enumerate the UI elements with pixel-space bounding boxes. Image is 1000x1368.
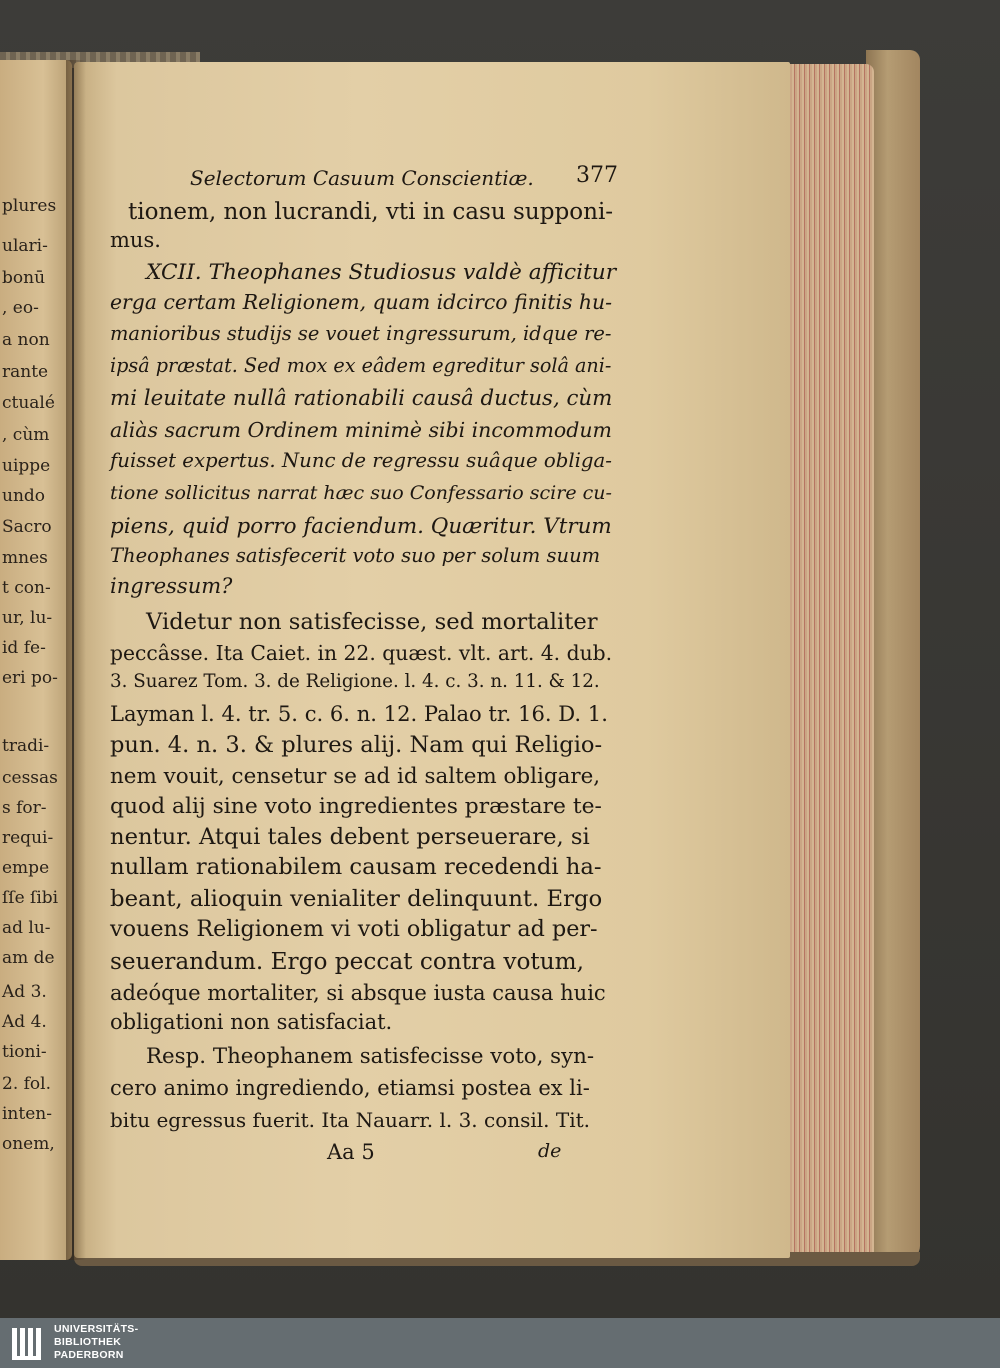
left-page-fragment: rante bbox=[2, 362, 49, 382]
text-line: Resp. Theophanem satisfecisse voto, syn- bbox=[146, 1044, 595, 1069]
left-page-fragment: inten- bbox=[2, 1104, 52, 1124]
left-page-fragment: Ad 3. bbox=[2, 982, 47, 1002]
text-line: nentur. Atqui tales debent perseuerare, si bbox=[110, 824, 590, 850]
text-line: nullam rationabilem causam recedendi ha- bbox=[110, 854, 602, 880]
text-line: Videtur non satisfecisse, sed mortaliter bbox=[146, 609, 598, 635]
page-number: 377 bbox=[576, 163, 618, 188]
left-page-fragment: ſſe ſibi bbox=[2, 888, 59, 908]
left-page-fragment: a non bbox=[2, 330, 50, 350]
text-line: nem vouit, censetur se ad id saltem obligare, bbox=[110, 764, 601, 789]
text-line: tionem, non lucrandi, vti in casu supponi- bbox=[128, 199, 614, 225]
text-line: vouens Religionem vi voti obligatur ad per- bbox=[110, 916, 598, 942]
signature-mark: Aa 5 bbox=[327, 1140, 375, 1164]
library-name bbox=[54, 1323, 138, 1362]
text-line: manioribus studijs se vouet ingressurum, idque re- bbox=[110, 322, 612, 345]
text-line: ingressum? bbox=[110, 574, 233, 598]
left-page-fragment: 2. fol. bbox=[2, 1074, 51, 1094]
catchword: de bbox=[538, 1140, 562, 1162]
left-page-fragment: cessas bbox=[2, 768, 58, 788]
left-page-fragment: ulari- bbox=[2, 236, 48, 256]
text-line: pun. 4. n. 3. & plures alij. Nam qui Religio- bbox=[110, 732, 603, 758]
text-line: bitu egressus fuerit. Ita Nauarr. l. 3. consil. Tit. bbox=[110, 1108, 591, 1132]
library-name-line-1: UNIVERSITÄTS- bbox=[54, 1323, 139, 1335]
text-line: quod alij sine voto ingredientes præstare te- bbox=[110, 794, 602, 819]
left-page-fragment: Ad 4. bbox=[2, 1012, 47, 1032]
left-page-fragment: ur, lu- bbox=[2, 608, 53, 628]
page-edges bbox=[782, 64, 874, 1262]
left-page-fragment: uippe bbox=[2, 456, 51, 476]
text-line: Layman l. 4. tr. 5. c. 6. n. 12. Palao tr. 16. D. 1. bbox=[110, 701, 608, 726]
left-page-fragment: s for- bbox=[2, 798, 47, 818]
text-line: ipsâ præstat. Sed mox ex eâdem egreditur solâ ani- bbox=[110, 354, 612, 377]
running-head: Selectorum Casuum Conscientiæ. bbox=[190, 166, 534, 190]
left-facing-page bbox=[0, 60, 72, 1260]
gutter-shadow bbox=[66, 60, 86, 1260]
left-page-fragment: am de bbox=[2, 948, 55, 968]
left-page-fragment: eri po- bbox=[2, 668, 58, 688]
library-name-line-2: BIBLIOTHEK bbox=[54, 1336, 122, 1348]
left-page-fragment: , eo- bbox=[2, 298, 39, 318]
library-name-line-3: PADERBORN bbox=[54, 1349, 124, 1361]
text-line: peccâsse. Ita Caiet. in 22. quæst. vlt. art. 4. dub. bbox=[110, 641, 613, 665]
text-line: obligationi non satisfaciat. bbox=[110, 1010, 393, 1034]
left-page-fragment: onem, bbox=[2, 1134, 55, 1154]
text-line: mi leuitate nullâ rationabili causâ ductus, cùm bbox=[110, 386, 613, 411]
text-line: XCII. Theophanes Studiosus valdè afficitur bbox=[146, 260, 617, 285]
text-line: beant, alioquin venialiter delinquunt. Ergo bbox=[110, 886, 603, 912]
left-page-fragment: empe bbox=[2, 858, 50, 878]
left-page-fragment: bonū bbox=[2, 268, 46, 288]
left-page-fragment: ctualé bbox=[2, 393, 55, 413]
library-logo-icon bbox=[10, 1326, 46, 1362]
left-page-fragment: ad lu- bbox=[2, 918, 51, 938]
text-line: tione sollicitus narrat hæc suo Confessario scire cu- bbox=[110, 482, 612, 504]
text-line: adeóque mortaliter, si absque iusta causa huic bbox=[110, 980, 606, 1005]
text-line: Theophanes satisfecerit voto suo per solum suum bbox=[110, 544, 601, 567]
text-line: seuerandum. Ergo peccat contra votum, bbox=[110, 948, 585, 975]
left-page-fragment: requi- bbox=[2, 828, 54, 848]
book-cover-edge bbox=[866, 50, 920, 1260]
left-page-fragment: id fe- bbox=[2, 638, 46, 658]
library-footer bbox=[0, 1318, 1000, 1368]
text-line: aliàs sacrum Ordinem minimè sibi incommodum bbox=[110, 418, 612, 442]
left-page-fragment: mnes bbox=[2, 548, 48, 568]
left-page-fragment: Sacro bbox=[2, 517, 52, 537]
text-line: fuisset expertus. Nunc de regressu suâque obliga- bbox=[110, 449, 612, 472]
text-line: cero animo ingrediendo, etiamsi postea ex li- bbox=[110, 1076, 590, 1100]
left-page-fragment: tioni- bbox=[2, 1042, 47, 1062]
left-page-fragment: plures bbox=[2, 196, 57, 216]
left-page-fragment: tradi- bbox=[2, 736, 50, 756]
text-line: 3. Suarez Tom. 3. de Religione. l. 4. c. 3. n. 11. & 12. bbox=[110, 671, 600, 692]
text-line: mus. bbox=[110, 228, 161, 252]
left-page-fragment: t con- bbox=[2, 578, 51, 598]
text-line: piens, quid porro faciendum. Quæritur. Vtrum bbox=[110, 514, 612, 539]
text-line: erga certam Religionem, quam idcirco finitis hu- bbox=[110, 290, 613, 314]
left-page-fragment: , cùm bbox=[2, 425, 50, 445]
left-page-fragment: undo bbox=[2, 486, 46, 506]
